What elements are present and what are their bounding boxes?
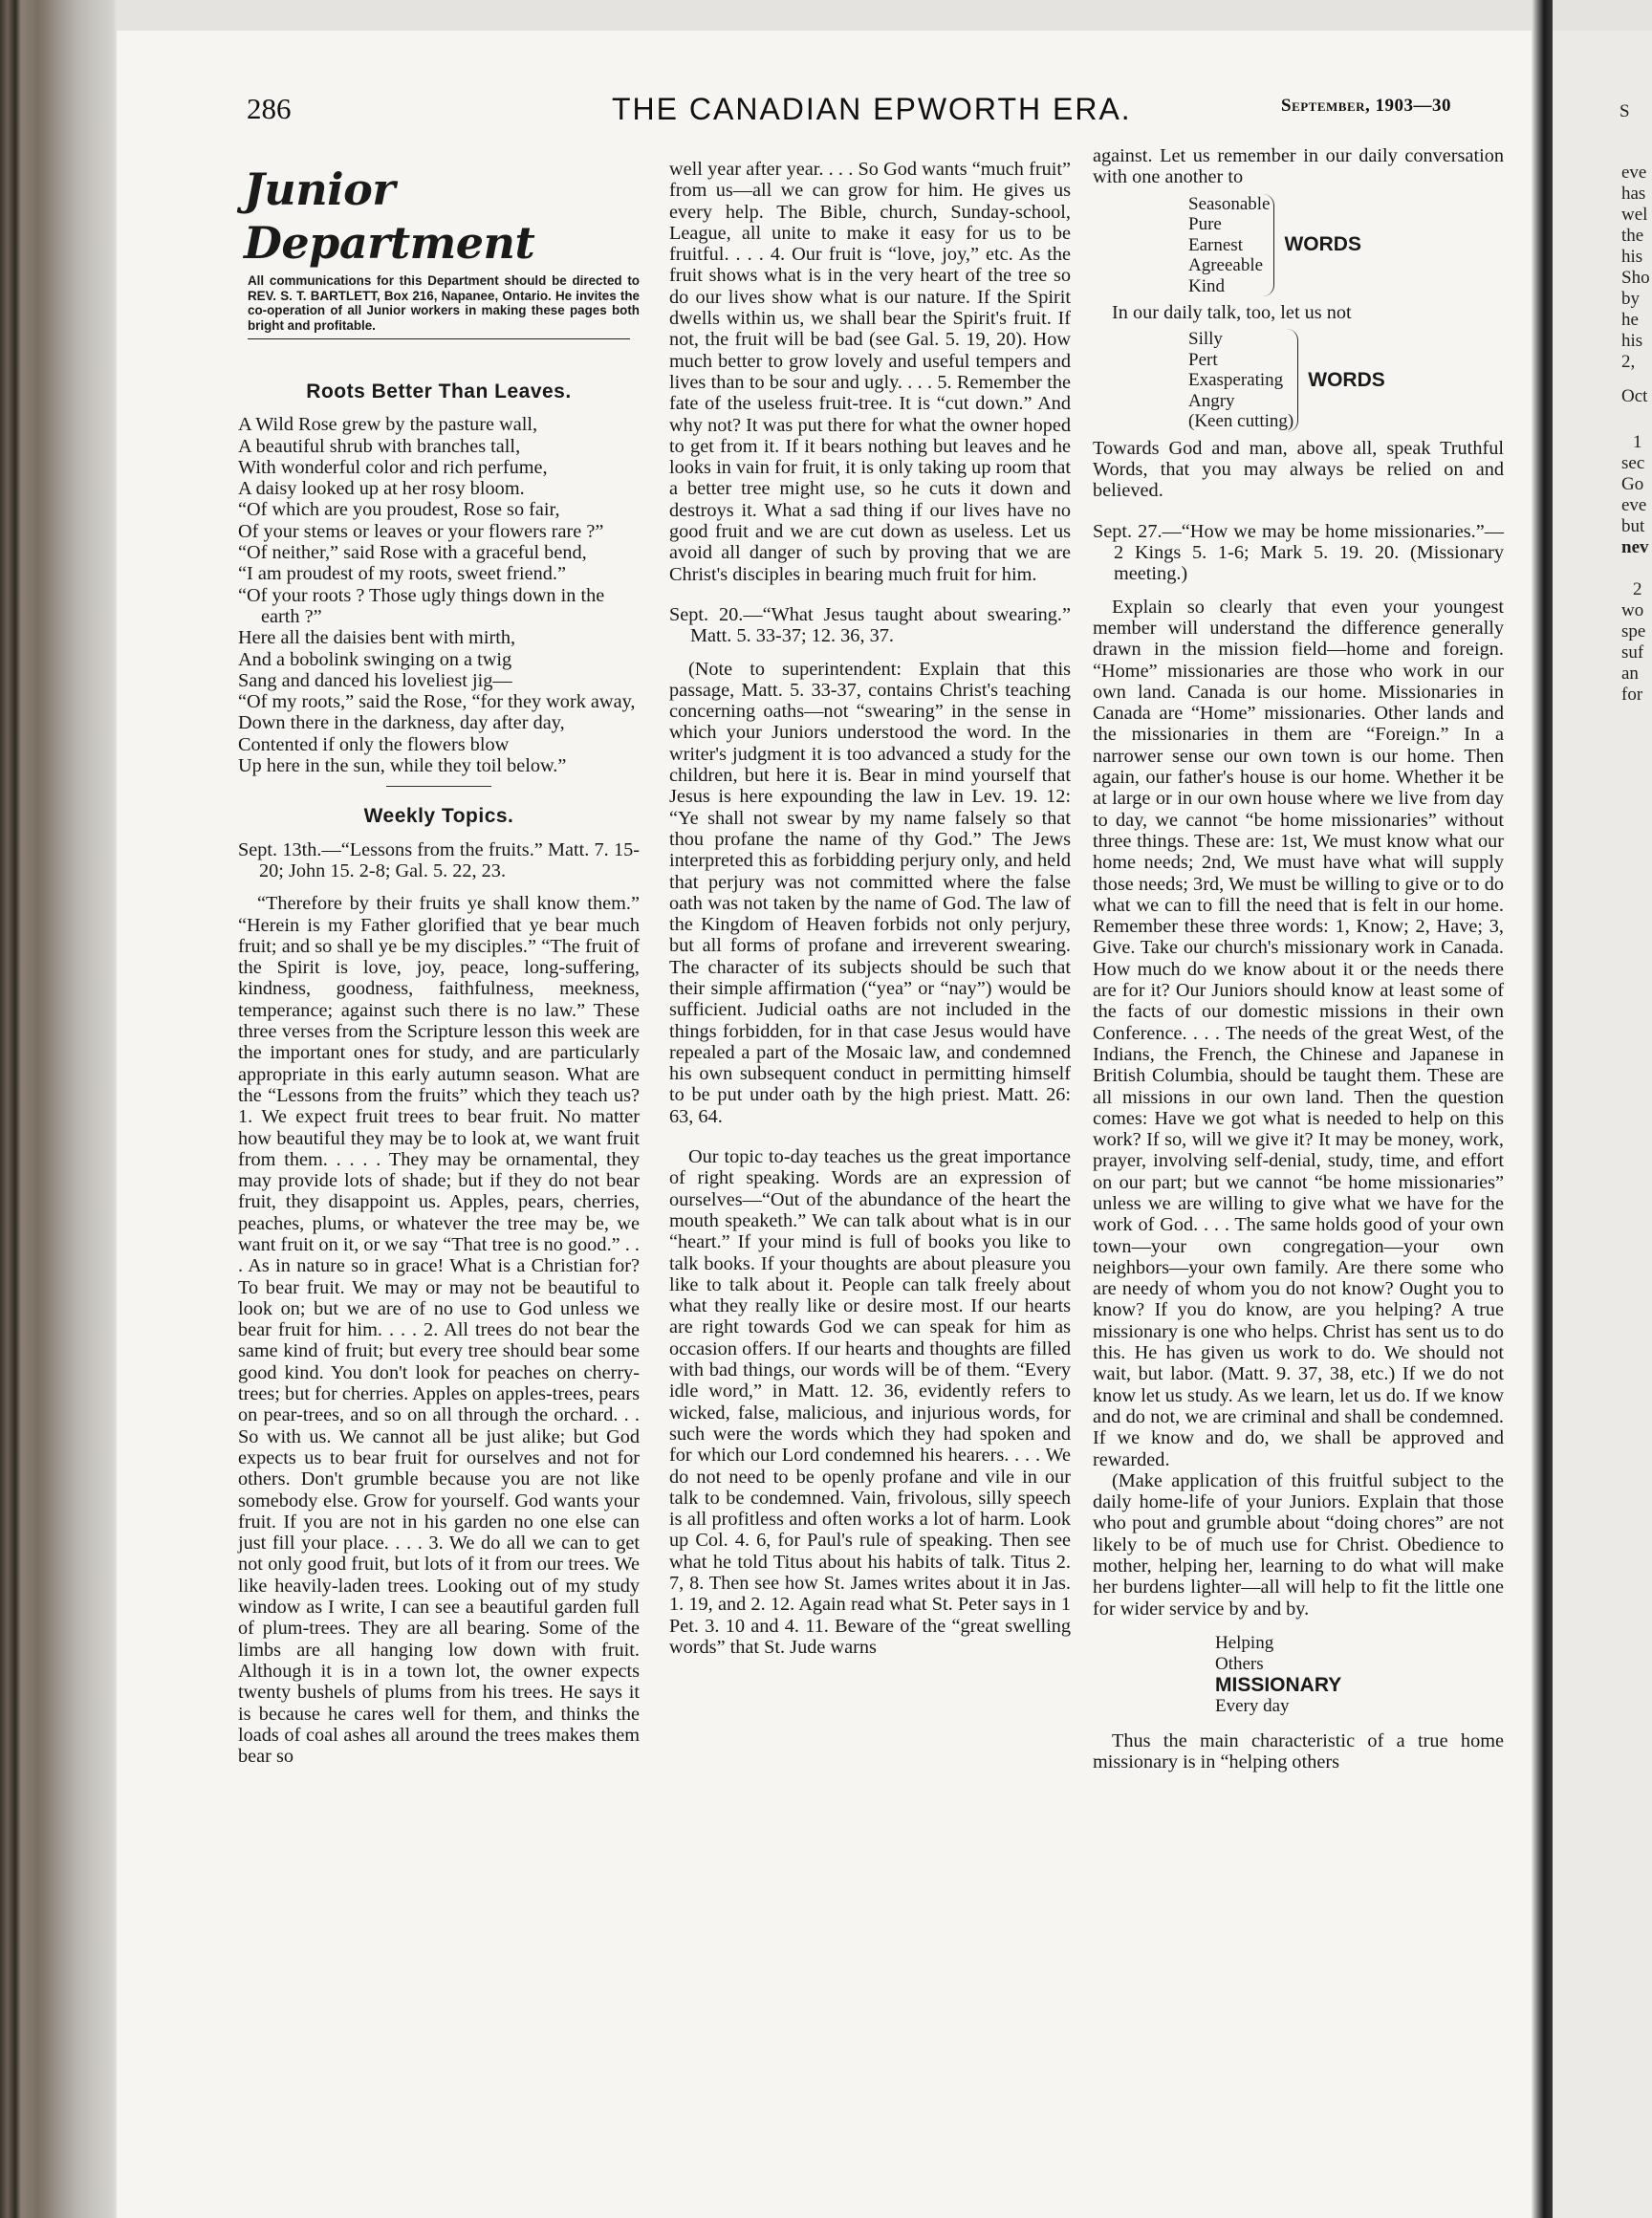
next-page-fragment: Oct [1621,386,1648,406]
page-number: 286 [247,92,292,125]
next-page-fragment: eve [1621,495,1647,515]
topic-heading: Sept. 27.—“How we may be home missionaries.”—2 Kings 5. 1-6; Mark 5. 19. 20. (Missionary meeting.) [1093,520,1504,585]
topic-heading: Sept. 20.—“What Jesus taught about swearing.” Matt. 5. 33-37; 12. 36, 37. [669,603,1071,647]
article-paragraph: Towards God and man, above all, speak Truthful Words, that you may always be relied on and believed. [1093,437,1504,502]
poem-line: A Wild Rose grew by the pasture wall, [238,414,538,436]
next-page-fragment: 2 [1633,579,1642,599]
poem-line: “Of your roots ? Those ugly things down in the earth ?” [238,584,605,627]
next-page-fragment: suf [1621,642,1644,663]
next-page-fragment: sec [1621,453,1645,473]
word-item: Kind [1188,275,1225,296]
word-item: Silly [1188,329,1223,350]
book-gutter [1532,0,1553,2218]
next-page-fragment: spe [1621,621,1646,641]
next-page-fragment: nev [1621,537,1649,557]
article-paragraph: (Note to superintendent: Explain that this passage, Matt. 5. 33-37, contains Christ's teaching concerning oaths—not “swearing” in the sense in which your Juniors understood the word. In the writer's judgment it is too advanced a study for the children, but here it is. Bear in mind yourself that Jesus is here expounding the law in Lev. 19. 12: “Ye shall not swear by my name falsely so that thou profane the name of thy God.” The Jews interpreted this as forbidding perjury only, and held that perjury was not committed where the false oath was not taken by the name of God. The law of the Kingdom of Heaven forbids not only perjury, but all forms of profane and irreverent swearing. The character of its subjects should be such that their simple affirmation (“yea” or “nay”) would be sufficient. Judicial oaths are not included in the things forbidden, for in that case Jesus would have repealed a part of the Mosaic law, and condemned his own subsequent conduct in permitting himself to be put under oath by the high priest. Matt. 26: 63, 64. [669,658,1071,1127]
section-heading: Weekly Topics. [363,805,514,828]
poem-title: Roots Better Than Leaves. [306,381,572,402]
word-item: Pert [1188,349,1218,370]
article-paragraph: Explain so clearly that even your youngest member will understand the difference generally drawn in the mission field—home and foreign. “Home” missionaries are those who work in our own land. Canada is our home. Missionaries in Canada are “Home” missionaries. Other lands and the missionaries in them are “Foreign.” In a narrower sense our own town is our home. Then again, our father's house is our home. Whether it be at large or in our own house where we live from day to day, we cannot “be home missionaries” without three things. These are: 1st, We must know what our home needs; 2nd, We must have what will supply those needs; 3rd, We must be willing to give or to do what we can to fill the need that is felt in our home. Remember these three words: 1, Know; 2, Have; 3, Give. Take our church's missionary work in Canada. How much do we know about it or the needs there are for it? Our Juniors should know at least some of the facts of our domestic missions in their own Conference. . . . The needs of the great West, of the Indians, the French, the Chinese and Japanese in British Columbia, should be taught them. These are all missions in our own land. Then the question comes: Have we got what is needed to help on this work? If so, will we give it? It may be money, work, prayer, involving self-denial, study, time, and effort on our part; but we cannot “be home missionaries” unless we are willing to give what we have for the work of God. . . . The same holds good of your own town—your own congregation—your own neighbors—your own family. Are there some who are needy of whom you do not know? Ought you to know? If you do know, are you helping? A true missionary is one who helps. Christ has sent us to do this. He has given us work to do. We should not wait, but labor. (Matt. 9. 37, 38, etc.) If we do not know let us study. As we learn, let us do. If we know and do not, we are criminal and shall be condemned. If we know and do, we shall be approved and rewarded. [1093,596,1504,1470]
next-page-fragment: his [1621,331,1643,351]
next-page-fragment: but [1621,516,1645,536]
word-item: Exasperating [1188,370,1284,391]
next-page-fragment: 1 [1633,432,1642,452]
word-item: Pure [1188,214,1222,235]
word-item: (Keen cutting) [1188,411,1294,432]
next-page-fragment: he [1621,310,1639,330]
word-item: Earnest [1188,234,1243,255]
poem-line: Here all the daisies bent with mirth, [238,627,516,649]
next-page-fragment: wo [1621,600,1644,620]
poem-line: Contented if only the flowers blow [238,733,510,755]
acrostic [1215,1633,1504,1717]
article-paragraph: In our daily talk, too, let us not [1112,302,1352,324]
article-paragraph: “Therefore by their fruits ye shall know them.” “Herein is my Father glorified that ye bear much fruit; and so shall ye be my disciples.” “The fruit of the Spirit is love, joy, peace, long-suffering, kindness, goodness, faithfulness, meekness, temperance; against such there is no law.” These three verses from the Scripture lesson this week are the important ones for study, and are particularly appropriate in this early autumn season. What are the “Lessons from the fruits” which they teach us? 1. We expect fruit trees to bear fruit. No matter how beautiful they may be to look at, we want fruit from them. . . . . They may be ornamental, they may provide lots of shade; but if they do not bear fruit, they disappoint us. Apples, pears, cherries, peaches, plums, or whatever the tree may be, we want fruit on it, or we say “That tree is no good.” . . . As in nature so in grace! What is a Christian for? To bear fruit. We may or may not be beautiful to look on; but we are of no use to God unless we bear fruit for him. . . . 2. All trees do not bear the same kind of fruit; but every tree should bear some good kind. You don't look for peaches on cherry-trees; but for cherries. Apples on apples-trees, pears on pear-trees, and so on all through the orchard. . . So with us. We cannot all be just alike; but God expects us to bear fruit for ourselves and not for others. Don't grumble because you are not like somebody else. Grow for yourself. God wants your fruit. If you are not in his garden no one else can just fill your place. . . . 3. We do all we can to get not only good fruit, but lots of it from our trees. We like heavily-laden trees. Looking out of my study window as I write, I can see a beautiful garden full of plum-trees. They are all bearing. Some of the limbs are all hanging low down with fruit. Although it is in a town lot, the owner expects twenty bushels of plums from his trees. He says it is because he cares well for them, and thinks the loads of coal ashes all around the trees makes them bear so [238,893,640,1768]
column-1 [238,161,640,1767]
article-paragraph: against. Let us remember in our daily conversation with one another to [1093,145,1504,188]
word-item: Angry [1188,390,1235,411]
department-note: All communications for this Department should be directed to REV. S. T. BARTLETT, Box 216, Napanee, Ontario. He invites the co-operation of all Junior workers in making these pages both bright and profitable. [248,273,640,333]
acrostic-line: Every day [1215,1695,1290,1716]
good-words-list [1188,194,1504,297]
next-page-fragment: an [1621,663,1639,684]
poem-line: Up here in the sun, while they toil below.” [238,755,567,777]
topic-heading: Sept. 13th.—“Lessons from the fruits.” Matt. 7. 15-20; John 15. 2-8; Gal. 5. 22, 23. [238,838,640,881]
next-page-fragment: his [1621,247,1643,267]
page-title: THE CANADIAN EPWORTH ERA. [612,92,1132,126]
next-page-fragment: for [1621,685,1643,705]
next-page-fragment: the [1621,226,1644,246]
brace-label: WORDS [1284,233,1361,256]
column-3 [1093,145,1504,1773]
poem-line: Sang and danced his loveliest jig— [238,669,512,691]
department-title: Junior Department [244,163,535,269]
word-item: Agreeable [1188,255,1264,276]
bad-words-list [1188,329,1504,432]
next-page-edge [1553,31,1652,2218]
poem-line: Of your stems or leaves or your flowers rare ?” [238,520,604,542]
next-page-fragment: has [1621,184,1646,204]
article-paragraph: well year after year. . . . So God wants “much fruit” from us—all we can grow for him. He gives us every help. The Bible, church, Sunday-school, League, all unite to make it easy for us to be fruitful. . . . 4. Our fruit is “love, joy,” etc. As the fruit shows what is in the very heart of the tree so do our lives show what is our nature. If the Spirit dwells within us, we shall bear the Spirit's fruit. If not, the fruit will be bad (see Gal. 5. 19, 20). How much better to grow lovely and useful tempers and lives than to be sour and ugly. . . . 5. Remember the fate of the useless fruit-tree. It is “cut down.” And why not? It was put there for what the owner hoped to get from it. If it bears nothing but leaves and he looks in vain for fruit, it is only taking up room that a better tree might use, so he cuts it down and destroys it. What a sad thing if our lives have no good fruit and we are cut down as useless. Let us avoid all danger of such by proving that we are Christ's disciples in bearing much fruit for him. [669,159,1071,585]
page-date: September, 1903—30 [1281,96,1452,116]
acrostic-line: MISSIONARY [1215,1673,1342,1696]
acrostic-line: Others [1215,1653,1264,1674]
poem-line: “Of my roots,” said the Rose, “for they work away, [238,691,636,713]
poem-line: And a bobolink swinging on a twig [238,648,512,670]
poem-line: A daisy looked up at her rosy bloom. [238,478,525,500]
article-paragraph: (Make application of this fruitful subject to the daily home-life of your Juniors. Explain that those who pout and grumble about “doing chores” are not likely to be of much use for Christ. Obedience to mother, helping her, learning to do what will make her burdens lighter—all will help to fit the little one for wider service by and by. [1093,1469,1504,1620]
divider [248,338,630,339]
next-page-fragment: S [1619,101,1630,121]
poem [238,414,640,776]
poem-line: “Of which are you proudest, Rose so fair, [238,499,560,521]
poem-line: “Of neither,” said Rose with a graceful bend, [238,542,587,564]
article-paragraph: Thus the main characteristic of a true home missionary is in “helping others [1093,1729,1504,1773]
poem-line: Down there in the darkness, day after day, [238,712,565,734]
poem-line: “I am proudest of my roots, sweet friend.” [238,563,566,585]
next-page-fragment: eve [1621,163,1647,183]
divider [386,786,491,787]
article-paragraph: Our topic to-day teaches us the great importance of right speaking. Words are an expression of ourselves—“Out of the abundance of the heart the mouth speaketh.” We can talk about what is in our “heart.” If your mind is full of books you like to talk books. If your thoughts are about pleasure you like to talk about it. People can talk freely about what they really like or desire most. If our hearts are right towards God we can speak for him as occasion offers. If our hearts and thoughts are filled with bad things, our words will be of them. “Every idle word,” in Matt. 12. 36, evidently refers to wicked, false, malicious, and injurious words, for such were the words which they had spoken and for which our Lord condemned his hearers. . . . We do not need to be openly profane and vile in our talk to be condemned. Vain, frivolous, silly speech is all profitless and often works a lot of harm. Look up Col. 4. 6, for Paul's rule of speaking. Then see what he told Titus about his habits of talk. Titus 2. 7, 8. Then see how St. James writes about it in Jas. 1. 19, and 2. 12. Again read what St. Peter says in 1 Pet. 3. 10 and 4. 11. Beware of the “great swelling words” that St. Jude warns [669,1146,1071,1658]
word-item: Seasonable [1188,193,1271,214]
poem-line: With wonderful color and rich perfume, [238,456,548,478]
next-page-fragment: wel [1621,205,1648,225]
brace-label: WORDS [1308,368,1385,391]
next-page-fragment: by [1621,289,1640,309]
acrostic-line: Helping [1215,1632,1274,1653]
next-page-fragment: Go [1621,474,1644,494]
next-page-fragment: Sho [1621,268,1650,288]
next-page-fragment: 2, [1621,352,1636,372]
column-2 [669,159,1071,1658]
poem-line: A beautiful shrub with branches tall, [238,435,521,457]
